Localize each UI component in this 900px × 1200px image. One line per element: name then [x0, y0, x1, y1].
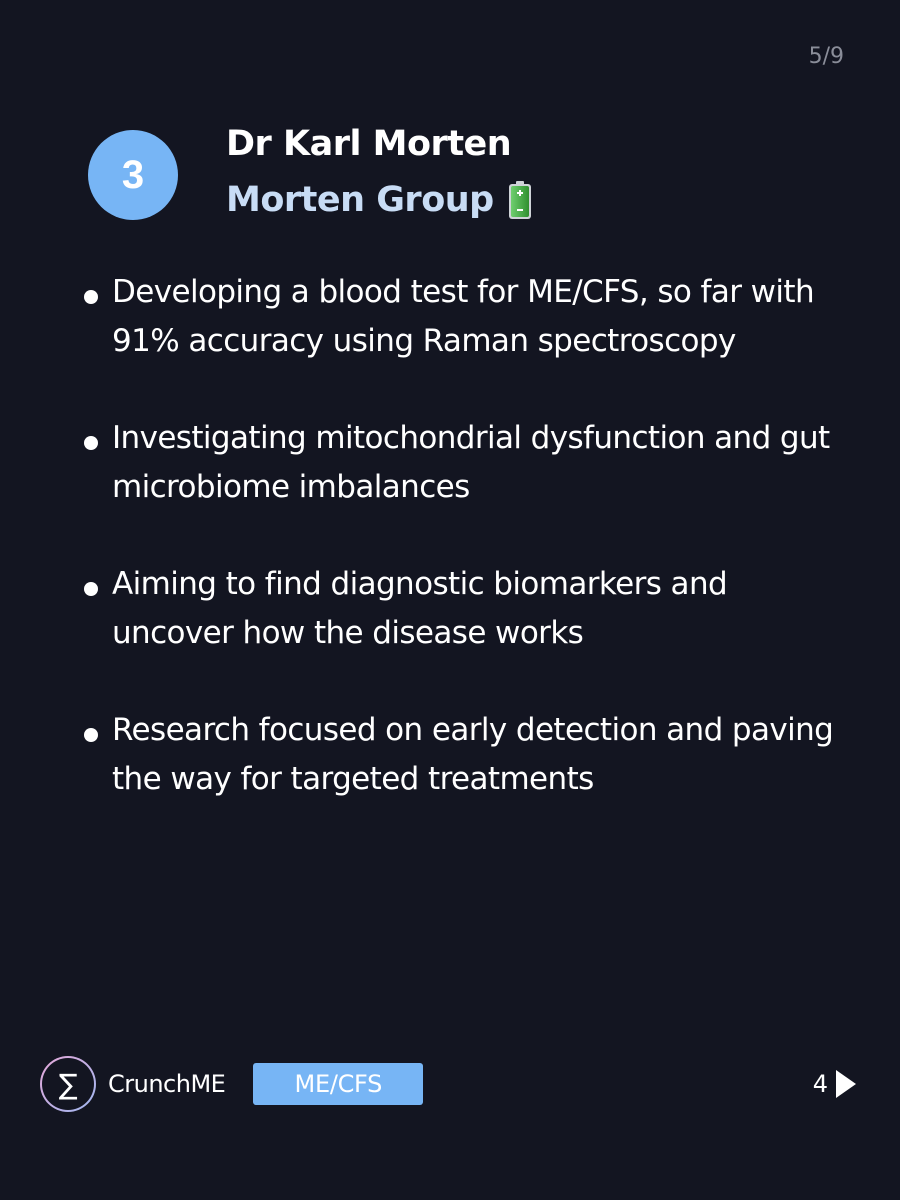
play-arrow-icon — [836, 1070, 856, 1098]
bullet-item — [84, 414, 854, 512]
next-slide-button[interactable] — [813, 1070, 856, 1098]
bullet-dot — [84, 290, 98, 304]
bullet-item — [84, 268, 854, 366]
number-badge: 3 — [88, 130, 178, 220]
bullet-text: Aiming to find diagnostic biomarkers and uncover how the disease works — [112, 566, 728, 651]
battery-icon — [508, 181, 532, 219]
sigma-icon: ∑ — [58, 1067, 78, 1101]
next-slide-number: 4 — [812, 1070, 828, 1098]
bullet-item — [84, 560, 854, 658]
bullet-list — [84, 268, 854, 852]
page-counter: 5/9 — [808, 44, 844, 69]
bullet-dot — [84, 582, 98, 596]
bullet-text: Developing a blood test for ME/CFS, so far with 91% accuracy using Raman spectroscopy — [112, 274, 815, 359]
bullet-item — [84, 706, 854, 804]
brand-name: CrunchME — [108, 1070, 226, 1098]
crunchme-logo — [40, 1056, 96, 1112]
header — [88, 122, 532, 222]
bullet-text: Research focused on early detection and paving the way for targeted treatments — [112, 712, 834, 797]
researcher-name: Dr Karl Morten — [226, 124, 512, 164]
group-row — [226, 178, 532, 222]
group-name: Morten Group — [226, 180, 494, 220]
bullet-text: Investigating mitochondrial dysfunction and gut microbiome imbalances — [112, 420, 830, 505]
bullet-dot — [84, 728, 98, 742]
bullet-dot — [84, 436, 98, 450]
topic-tag: ME/CFS — [253, 1063, 423, 1105]
title-block — [226, 122, 532, 222]
footer — [40, 1054, 860, 1114]
